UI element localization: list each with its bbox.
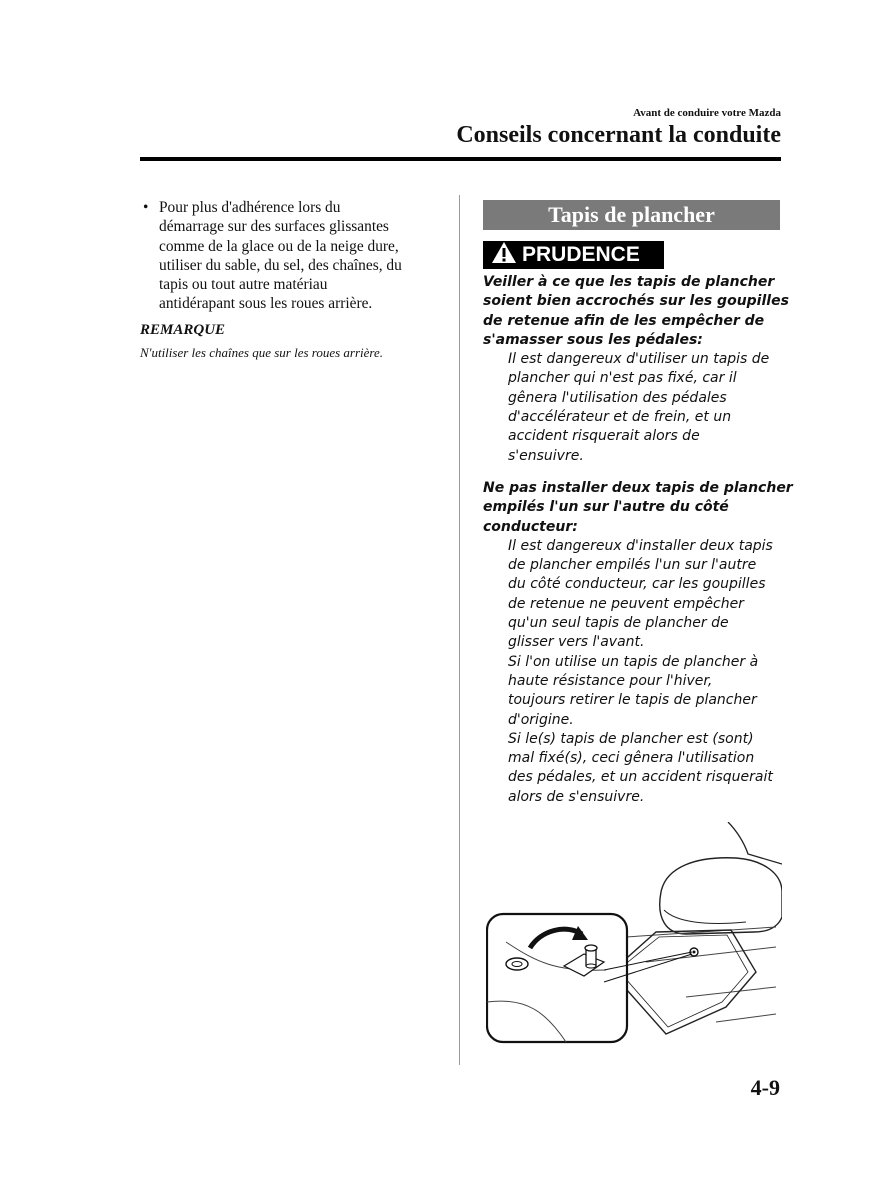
warning-body-line: du côté conducteur, car les goupilles [508, 576, 766, 593]
warning-body-line: gênera l'utilisation des pédales [508, 389, 727, 406]
warning-body-line: Si le(s) tapis de plancher est (sont) [508, 730, 754, 747]
running-header-subtitle: Avant de conduire votre Mazda [633, 107, 781, 119]
warning-heading-line: Veiller à ce que les tapis de plancher [483, 274, 775, 290]
warning-body-line: s'ensuivre. [508, 447, 584, 464]
warning-body-line: plancher qui n'est pas fixé, car il [508, 370, 737, 387]
warning-body-line: haute résistance pour l'hiver, [508, 672, 713, 689]
bullet-line: antidérapant sous les roues arrière. [159, 295, 373, 313]
warning-body-line: toujours retirer le tapis de plancher [508, 692, 757, 709]
floor-mat-illustration [486, 822, 782, 1052]
warning-heading-line: empilés l'un sur l'autre du côté [483, 499, 729, 516]
warning-body-line: alors de s'ensuivre. [508, 788, 645, 805]
warning-triangle-icon [483, 241, 522, 270]
warning-body-line: de retenue ne peuvent empêcher [508, 595, 744, 612]
header-rule [140, 157, 781, 161]
bullet-symbol: • [143, 199, 149, 216]
warning-heading-line: s'amasser sous les pédales: [483, 331, 703, 348]
warning-body-line: des pédales, et un accident risquerait [508, 769, 773, 786]
page-title: Conseils concernant la conduite [456, 122, 781, 148]
bullet-line: démarrage sur des surfaces glissantes [159, 218, 389, 236]
remarque-heading: REMARQUE [140, 322, 226, 338]
page-number: 4-9 [750, 1075, 780, 1100]
warning-body-line: accident risquerait alors de [508, 428, 700, 445]
warning-body-line: Si l'on utilise un tapis de plancher à [508, 653, 759, 670]
bullet-line: tapis ou tout autre matériau [159, 276, 328, 294]
warning-body-line: qu'un seul tapis de plancher de [508, 615, 729, 632]
prudence-label: PRUDENCE [522, 243, 640, 266]
bullet-item [140, 198, 445, 314]
section-title: Tapis de plancher [483, 200, 780, 230]
warning-body-line: d'origine. [508, 711, 574, 728]
warning-heading-line: de retenue afin de les empêcher de [483, 312, 765, 329]
warning-block-2 [483, 479, 793, 807]
column-divider [459, 195, 460, 1065]
bullet-line: utiliser du sable, du sel, des chaînes, du [159, 256, 402, 274]
warning-body-line: de plancher empilés l'un sur l'autre [508, 557, 757, 574]
bullet-text [159, 198, 445, 314]
warning-body-line: Il est dangereux d'installer deux tapis [508, 537, 773, 554]
bullet-line: Pour plus d'adhérence lors du [159, 199, 341, 216]
remarque-text: N'utiliser les chaînes que sur les roues arrière. [140, 345, 384, 360]
warning-heading-line: conducteur: [483, 518, 578, 535]
warning-body-line: mal fixé(s), ceci gênera l'utilisation [508, 750, 755, 767]
bullet-line: comme de la glace ou de la neige dure, [159, 237, 399, 255]
warning-block-1 [483, 273, 789, 466]
warning-heading-line: soient bien accrochés sur les goupilles [483, 293, 789, 310]
prudence-banner [483, 241, 664, 269]
warning-heading-line: Ne pas installer deux tapis de plancher [483, 480, 793, 496]
warning-body-line: Il est dangereux d'utiliser un tapis de [508, 351, 770, 368]
warning-body-line: glisser vers l'avant. [508, 634, 645, 651]
warning-body-line: d'accélérateur et de frein, et un [508, 409, 732, 426]
